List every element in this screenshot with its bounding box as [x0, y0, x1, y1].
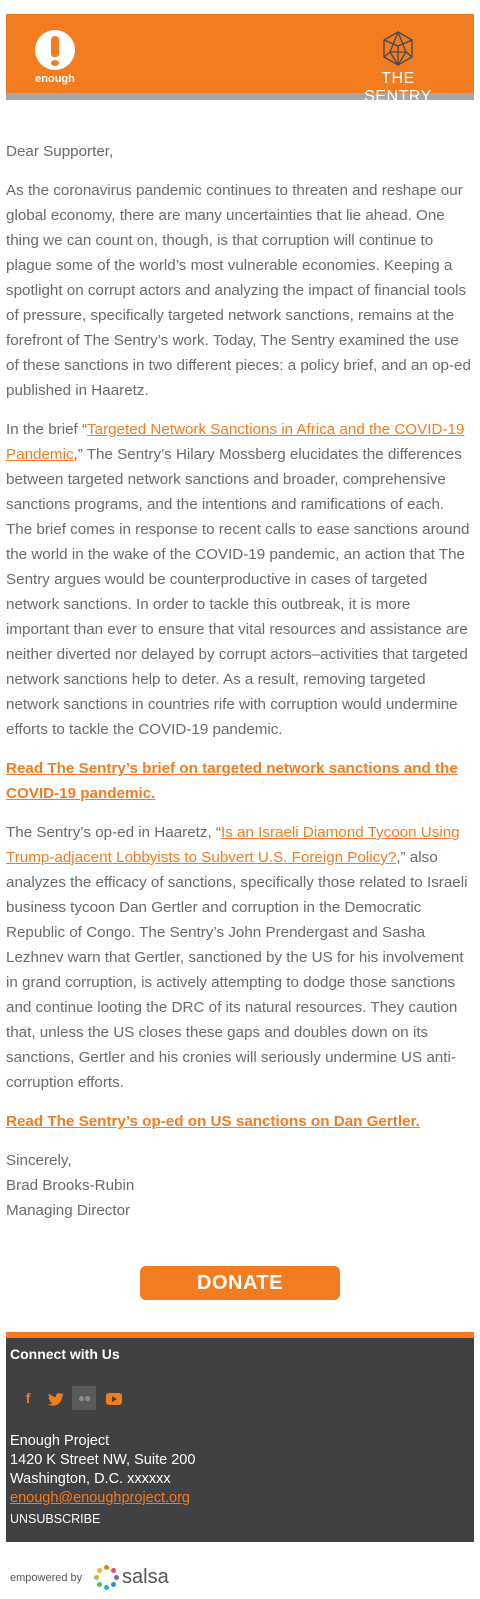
twitter-icon[interactable]: [44, 1386, 68, 1410]
signer-name: Brad Brooks-Rubin: [6, 1177, 135, 1194]
org-name: Enough Project: [10, 1433, 110, 1449]
the-sentry-logo-text: THE SENTRY: [364, 70, 432, 105]
address-line-1: 1420 K Street NW, Suite 200: [10, 1452, 196, 1468]
read-brief-link[interactable]: Read The Sentry’s brief on targeted network sanctions and the COVID-19 pandemic.: [6, 760, 458, 802]
salsa-logo-text: salsa: [122, 1566, 169, 1588]
youtube-icon[interactable]: [102, 1386, 126, 1410]
brief-title-link[interactable]: Targeted Network Sanctions in Africa and the COVID-19 Pandemic: [6, 421, 465, 463]
geodesic-sphere-icon: [380, 30, 416, 68]
the-sentry-logo[interactable]: [348, 30, 448, 105]
email-header-banner: [6, 14, 474, 105]
salsa-burst-icon: [94, 1565, 120, 1591]
facebook-icon[interactable]: f: [25, 1390, 31, 1406]
address-line-2: Washington, D.C. xxxxxx: [10, 1471, 171, 1487]
unsubscribe-link[interactable]: UNSUBSCRIBE: [10, 1512, 101, 1526]
read-op-ed-link[interactable]: Read The Sentry’s op-ed on US sanctions on Dan Gertler.: [6, 1113, 420, 1130]
signer-title: Managing Director: [6, 1202, 131, 1219]
signature-block: [6, 1148, 474, 1223]
op-ed-title-link[interactable]: Is an Israeli Diamond Tycoon Using Trump-adjacent Lobbyists to Subvert U.S. Foreign Policy?: [6, 824, 460, 866]
closing: Sincerely,: [6, 1152, 72, 1169]
donate-button[interactable]: DONATE: [140, 1266, 340, 1300]
postal-address: [10, 1432, 195, 1508]
enough-logo[interactable]: [32, 30, 78, 86]
email-link[interactable]: enough@enoughproject.org: [10, 1490, 190, 1506]
email-footer: [6, 1332, 474, 1542]
connect-heading: Connect with Us: [10, 1346, 120, 1362]
powered-by-label: empowered by: [10, 1572, 83, 1584]
greeting: Dear Supporter,: [6, 143, 114, 160]
enough-logo-text: enough: [35, 73, 75, 85]
paragraph-intro: As the coronavirus pandemic continues to threaten and reshape our global economy, there are many uncertainties that lie ahead. One thing we can count on, though, is that corruption will continue to plague some of the world’s most vulnerable economies. Keeping a spotlight on corrupt actors and analyzing the impact of financial tools of pressure, specifically targeted network sanctions, remains at the forefront of The Sentry’s work. Today, The Sentry examined the use of these sanctions in two different pieces: a policy brief, and an op-ed published in Haaretz.: [6, 182, 471, 399]
paragraph-brief: In the brief “Targeted Network Sanctions in Africa and the COVID-19 Pandemic,” The Sentry’s Hilary Mossberg elucidates the differences between targeted network sanctions and broader, comprehensive sanctions programs, and the intentions and ramifications of each. The brief comes in response to recent calls to ease sanctions around the world in the wake of the COVID-19 pandemic, an action that The Sentry argues would be counterproductive in cases of targeted network sanctions. In order to tackle this outbreak, it is more important than ever to ensure that vital resources and assistance are neither diverted nor delayed by corrupt actors–activities that targeted network sanctions help to deter. As a result, removing targeted network sanctions in countries rife with corruption would undermine efforts to tackle the COVID-19 pandemic.: [6, 421, 470, 738]
paragraph-op-ed: The Sentry’s op-ed in Haaretz, “Is an Israeli Diamond Tycoon Using Trump-adjacent Lobbyists to Subvert U.S. Foreign Policy?,” also analyzes the efficacy of sanctions, specifically those related to Israeli business tycoon Dan Gertler and corruption in the Democratic Republic of Congo. The Sentry’s John Prendergast and Sasha Lezhnev warn that Gertler, sanctioned by the US for his involvement in grand corruption, is actively attempting to dodge those sanctions and continue looting the DRC of its natural resources. They caution that, unless the US closes these gaps and doubles down on its sanctions, Gertler and his cronies will seriously undermine US anti-corruption efforts.: [6, 824, 468, 1091]
flickr-icon[interactable]: ●●: [72, 1386, 96, 1410]
letter-body: [6, 139, 474, 1223]
